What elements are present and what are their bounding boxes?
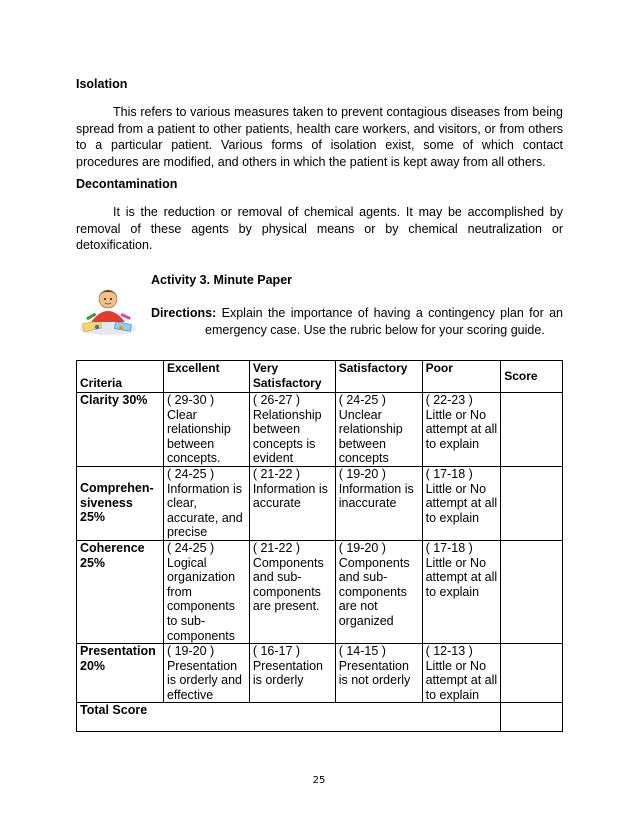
activity-title: Activity 3. Minute Paper <box>151 273 293 287</box>
rating-cell: ( 22-23 ) Little or No attempt at all to explain <box>422 393 501 467</box>
rating-cell: ( 29-30 ) Clear relationship between concepts. <box>163 393 249 467</box>
total-score-label: Total Score <box>77 703 501 732</box>
isolation-paragraph: This refers to various measures taken to prevent contagious diseases from being spread from a patient to other patients, health care workers, and visitors, or from others to a particular patient. Various forms of isolation exist, some of which contact procedures are modified, and others in which the patient is kept away from all others. <box>76 105 563 169</box>
rating-cell: ( 26-27 ) Relationship between concepts is evident <box>249 393 335 467</box>
total-score-row <box>77 703 563 732</box>
header-satisfactory: Satisfactory <box>335 361 422 393</box>
criteria-cell: Coherence 25% <box>77 540 164 643</box>
criteria-cell: Comprehen-siveness 25% <box>77 466 164 540</box>
scoring-rubric-table <box>76 360 563 732</box>
total-score-cell[interactable] <box>501 703 563 732</box>
header-criteria: Criteria <box>77 361 164 393</box>
table-header-row <box>77 361 563 393</box>
directions-text <box>151 305 563 339</box>
directions-label: Directions: <box>151 306 217 320</box>
rating-cell: ( 14-15 ) Presentation is not orderly <box>335 644 422 703</box>
score-cell[interactable] <box>501 644 563 703</box>
criteria-cell: Clarity 30% <box>77 393 164 467</box>
rating-cell: ( 24-25 ) Information is clear, accurate, and precise <box>163 466 249 540</box>
rating-cell: ( 19-20 ) Components and sub-components are not organized <box>335 540 422 643</box>
child-drawing-illustration-icon <box>77 282 139 336</box>
criteria-cell: Presentation 20% <box>77 644 164 703</box>
rating-cell: ( 16-17 ) Presentation is orderly <box>249 644 335 703</box>
rating-cell: ( 24-25 ) Unclear relationship between concepts <box>335 393 422 467</box>
header-score: Score <box>501 361 563 393</box>
header-excellent: Excellent <box>163 361 249 393</box>
rating-cell: ( 21-22 ) Information is accurate <box>249 466 335 540</box>
rating-cell: ( 24-25 ) Logical organization from components to sub-components <box>163 540 249 643</box>
decontamination-paragraph: It is the reduction or removal of chemical agents. It may be accomplished by removal of these agents by physical means or by chemical neutralization or detoxification. <box>76 205 563 252</box>
table-row <box>77 466 563 540</box>
rating-cell: ( 21-22 ) Components and sub-components are present. <box>249 540 335 643</box>
rating-cell: ( 19-20 ) Presentation is orderly and effective <box>163 644 249 703</box>
directions-line-2: emergency case. Use the rubric below for your scoring guide. <box>205 323 545 337</box>
isolation-heading: Isolation <box>76 77 128 91</box>
table-row <box>77 644 563 703</box>
rating-cell: ( 12-13 ) Little or No attempt at all to explain <box>422 644 501 703</box>
score-cell[interactable] <box>501 466 563 540</box>
table-row <box>77 393 563 467</box>
header-very-satisfactory: Very Satisfactory <box>249 361 335 393</box>
rating-cell: ( 19-20 ) Information is inaccurate <box>335 466 422 540</box>
table-row <box>77 540 563 643</box>
directions-line-1: Explain the importance of having a contingency plan for an <box>221 306 563 320</box>
decontamination-heading: Decontamination <box>76 177 178 191</box>
score-cell[interactable] <box>501 540 563 643</box>
rating-cell: ( 17-18 ) Little or No attempt at all to explain <box>422 466 501 540</box>
page-number: 25 <box>312 775 326 786</box>
rating-cell: ( 17-18 ) Little or No attempt at all to explain <box>422 540 501 643</box>
header-poor: Poor <box>422 361 501 393</box>
score-cell[interactable] <box>501 393 563 467</box>
